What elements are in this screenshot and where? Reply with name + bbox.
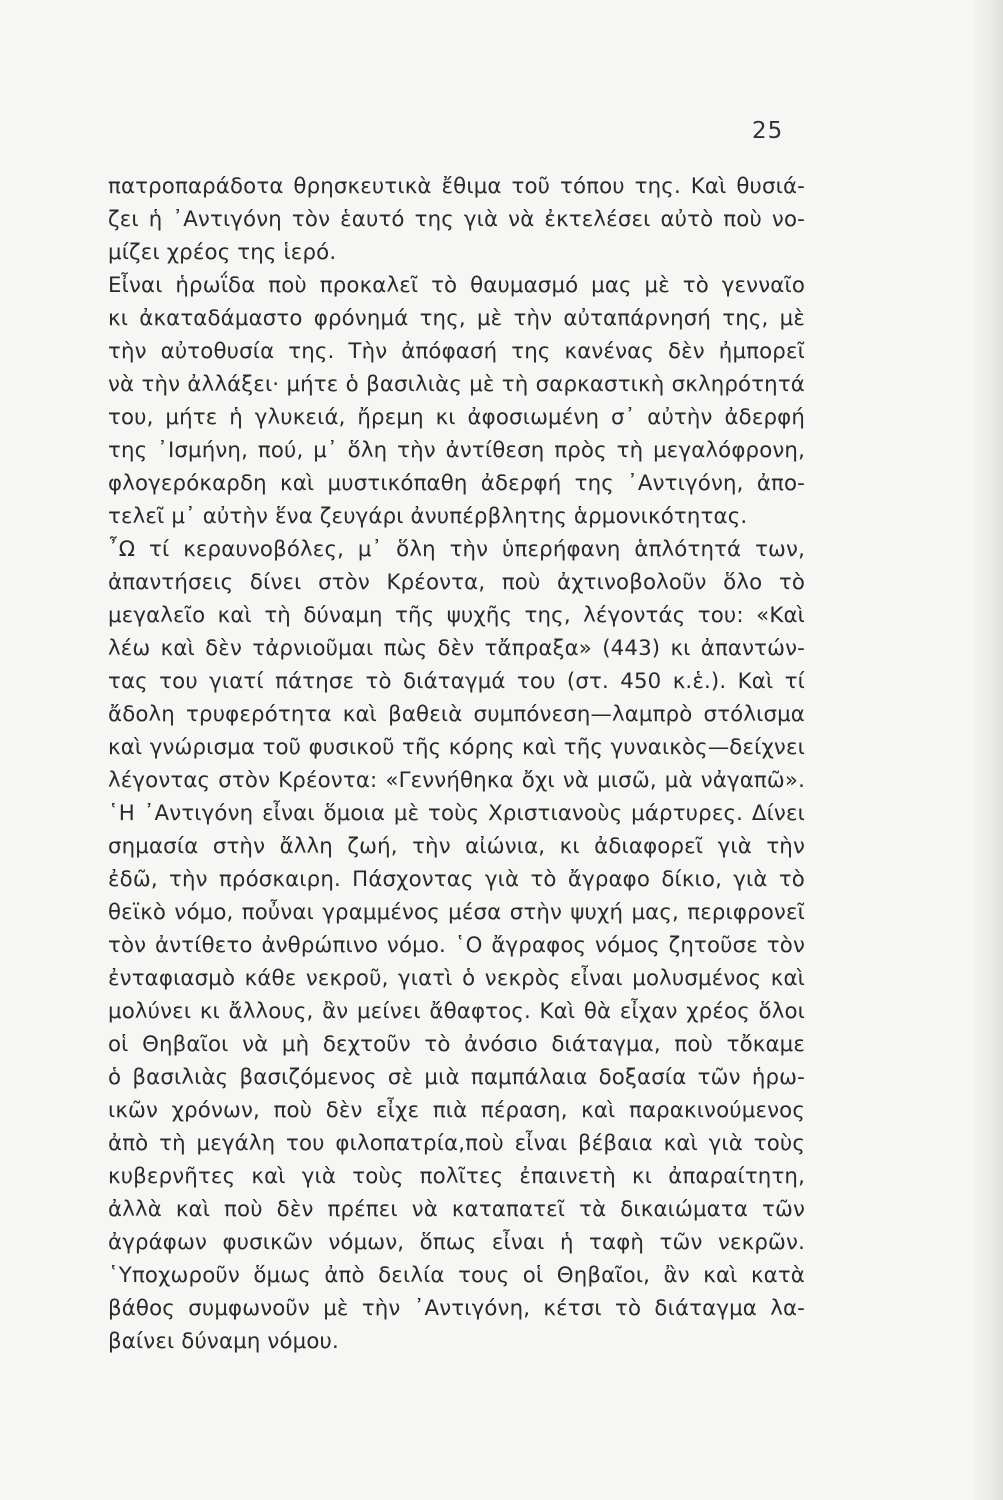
body-text — [108, 170, 805, 1358]
text-line: ἀγράφων φυσικῶν νόμων, ὅπως εἶναι ἡ ταφὴ τῶν νεκρῶν. — [108, 1230, 805, 1255]
page-number: 25 — [752, 118, 784, 144]
text-line: της ᾿Ισμήνη, πού, μ᾿ ὅλη τὴν ἀντίθεση πρὸς τὴ μεγαλόφρονη, — [108, 438, 805, 463]
text-line: μολύνει κι ἄλλους, ἂν μείνει ἄθαφτος. Καὶ θὰ εἶχαν χρέος ὅλοι — [108, 999, 805, 1024]
text-line: τὴν αὐτοθυσία της. Τὴν ἀπόφασή της κανένας δὲν ἠμπορεῖ — [108, 339, 805, 364]
text-line: ῏Ω τί κεραυνοβόλες, μ᾿ ὅλη τὴν ὑπερήφανη ἁπλότητά των, — [108, 537, 805, 562]
text-line: ἄδολη τρυφερότητα καὶ βαθειὰ συμπόνεση—λαμπρὸ στόλισμα — [108, 702, 805, 727]
text-line: ἀπὸ τὴ μεγάλη του φιλοπατρία,ποὺ εἶναι βέβαια καὶ γιὰ τοὺς — [108, 1131, 805, 1156]
text-line: του, μήτε ἡ γλυκειά, ἤρεμη κι ἀφοσιωμένη σ᾿ αὐτὴν ἀδερφή — [108, 405, 805, 430]
text-line: θεϊκὸ νόμο, ποὖναι γραμμένος μέσα στὴν ψυχή μας, περιφρονεῖ — [108, 900, 805, 925]
text-line: μίζει χρέος της ἱερό. — [108, 240, 337, 265]
text-line: πατροπαράδοτα θρησκευτικὰ ἔθιμα τοῦ τόπου της. Καὶ θυσιά- — [108, 174, 805, 199]
text-line: ἀλλὰ καὶ ποὺ δὲν πρέπει νὰ καταπατεῖ τὰ δικαιώματα τῶν — [108, 1197, 805, 1222]
text-line: Εἶναι ἡρωΐδα ποὺ προκαλεῖ τὸ θαυμασμό μας μὲ τὸ γενναῖο — [108, 273, 805, 298]
text-line: ἐνταφιασμὸ κάθε νεκροῦ, γιατὶ ὁ νεκρὸς εἶναι μολυσμένος καὶ — [108, 966, 805, 991]
text-line: σημασία στὴν ἄλλη ζωή, τὴν αἰώνια, κι ἀδιαφορεῖ γιὰ τὴν — [108, 834, 805, 859]
text-line: ἀπαντήσεις δίνει στὸν Κρέοντα, ποὺ ἀχτινοβολοῦν ὅλο τὸ — [108, 570, 805, 595]
text-line: τελεῖ μ᾿ αὐτὴν ἕνα ζευγάρι ἀνυπέρβλητης ἁρμονικότητας. — [108, 504, 748, 529]
text-line: καὶ γνώρισμα τοῦ φυσικοῦ τῆς κόρης καὶ τῆς γυναικὸς—δείχνει — [108, 735, 805, 760]
text-line: τὸν ἀντίθετο ἀνθρώπινο νόμο. ῾Ο ἄγραφος νόμος ζητοῦσε τὸν — [108, 933, 805, 958]
text-line: φλογερόκαρδη καὶ μυστικόπαθη ἀδερφή της ᾿Αντιγόνη, ἀπο- — [108, 471, 805, 496]
text-line: λέγοντας στὸν Κρέοντα: «Γεννήθηκα ὄχι νὰ μισῶ, μὰ νἀγαπῶ». — [108, 768, 805, 793]
text-line: τας του γιατί πάτησε τὸ διάταγμά του (στ. 450 κ.ἑ.). Καὶ τί — [108, 669, 805, 694]
text-line: οἱ Θηβαῖοι νὰ μὴ δεχτοῦν τὸ ἀνόσιο διάταγμα, ποὺ τὄκαμε — [108, 1032, 805, 1057]
text-line: λέω καὶ δὲν τἀρνιοῦμαι πὼς δὲν τἄπραξα» (443) κι ἀπαντών- — [108, 636, 805, 661]
page-edge-shadow — [973, 0, 1003, 1500]
text-line: νὰ τὴν ἀλλάξει· μήτε ὁ βασιλιὰς μὲ τὴ σαρκαστικὴ σκληρότητά — [108, 372, 805, 397]
text-line: μεγαλεῖο καὶ τὴ δύναμη τῆς ψυχῆς της, λέγοντάς του: «Καὶ — [108, 603, 805, 628]
text-line: ῾Η ᾿Αντιγόνη εἶναι ὅμοια μὲ τοὺς Χριστιανοὺς μάρτυρες. Δίνει — [108, 801, 805, 826]
text-line: ὁ βασιλιὰς βασιζόμενος σὲ μιὰ παμπάλαια δοξασία τῶν ἡρω- — [108, 1065, 805, 1090]
text-line: βάθος συμφωνοῦν μὲ τὴν ᾿Αντιγόνη, κέτσι τὸ διάταγμα λα- — [108, 1296, 805, 1321]
text-line: βαίνει δύναμη νόμου. — [108, 1329, 339, 1354]
text-line: κι ἀκαταδάμαστο φρόνημά της, μὲ τὴν αὐταπάρνησή της, μὲ — [108, 306, 805, 331]
text-line: ἐδῶ, τὴν πρόσκαιρη. Πάσχοντας γιὰ τὸ ἄγραφο δίκιο, γιὰ τὸ — [108, 867, 805, 892]
text-line: ῾Υποχωροῦν ὅμως ἀπὸ δειλία τους οἱ Θηβαῖοι, ἂν καὶ κατὰ — [108, 1263, 805, 1288]
text-line: ζει ἡ ᾿Αντιγόνη τὸν ἑαυτό της γιὰ νὰ ἐκτελέσει αὐτὸ ποὺ νο- — [108, 207, 805, 232]
text-line: κυβερνῆτες καὶ γιὰ τοὺς πολῖτες ἐπαινετὴ κι ἀπαραίτητη, — [108, 1164, 805, 1189]
text-line: ικῶν χρόνων, ποὺ δὲν εἶχε πιὰ πέραση, καὶ παρακινούμενος — [108, 1098, 805, 1123]
